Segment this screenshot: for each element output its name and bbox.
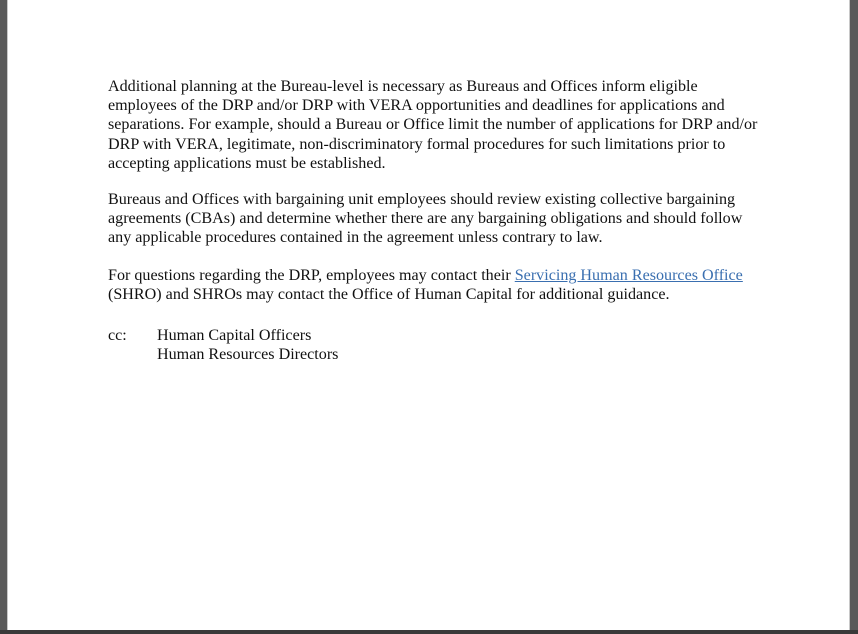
paragraph-bargaining-units: Bureaus and Offices with bargaining unit employees should review existing collective bargaining agreements (CBAs) and determine whether there are any bargaining obligations and should follow any applicable procedures contained in the agreement unless contrary to law. — [108, 191, 743, 247]
cc-label: cc: — [108, 327, 127, 345]
cc-recipient: Human Resources Directors — [157, 346, 339, 364]
paragraph-questions — [108, 266, 758, 304]
cc-recipient: Human Capital Officers — [157, 327, 312, 345]
viewer-bottom-edge — [0, 630, 858, 634]
questions-text-before-link: For questions regarding the DRP, employees may contact their — [108, 266, 515, 284]
paragraph-bureau-planning: Additional planning at the Bureau-level is necessary as Bureaus and Offices inform eligible employees of the DRP and/or DRP with VERA opportunities and deadlines for applications and separations. For example, should a Bureau or Office limit the number of applications for DRP and/or DRP with VERA, legitimate, non-discriminatory formal procedures for such limitations prior to accepting applications must be established. — [108, 78, 758, 172]
servicing-hr-office-link[interactable]: Servicing Human Resources Office — [514, 266, 743, 284]
page-content — [108, 77, 758, 364]
cc-recipient-list — [157, 326, 338, 364]
cc-block — [108, 326, 758, 364]
questions-text-after-link: (SHRO) and SHROs may contact the Office of Human Capital for additional guidance. — [108, 285, 670, 303]
document-page — [7, 0, 850, 630]
